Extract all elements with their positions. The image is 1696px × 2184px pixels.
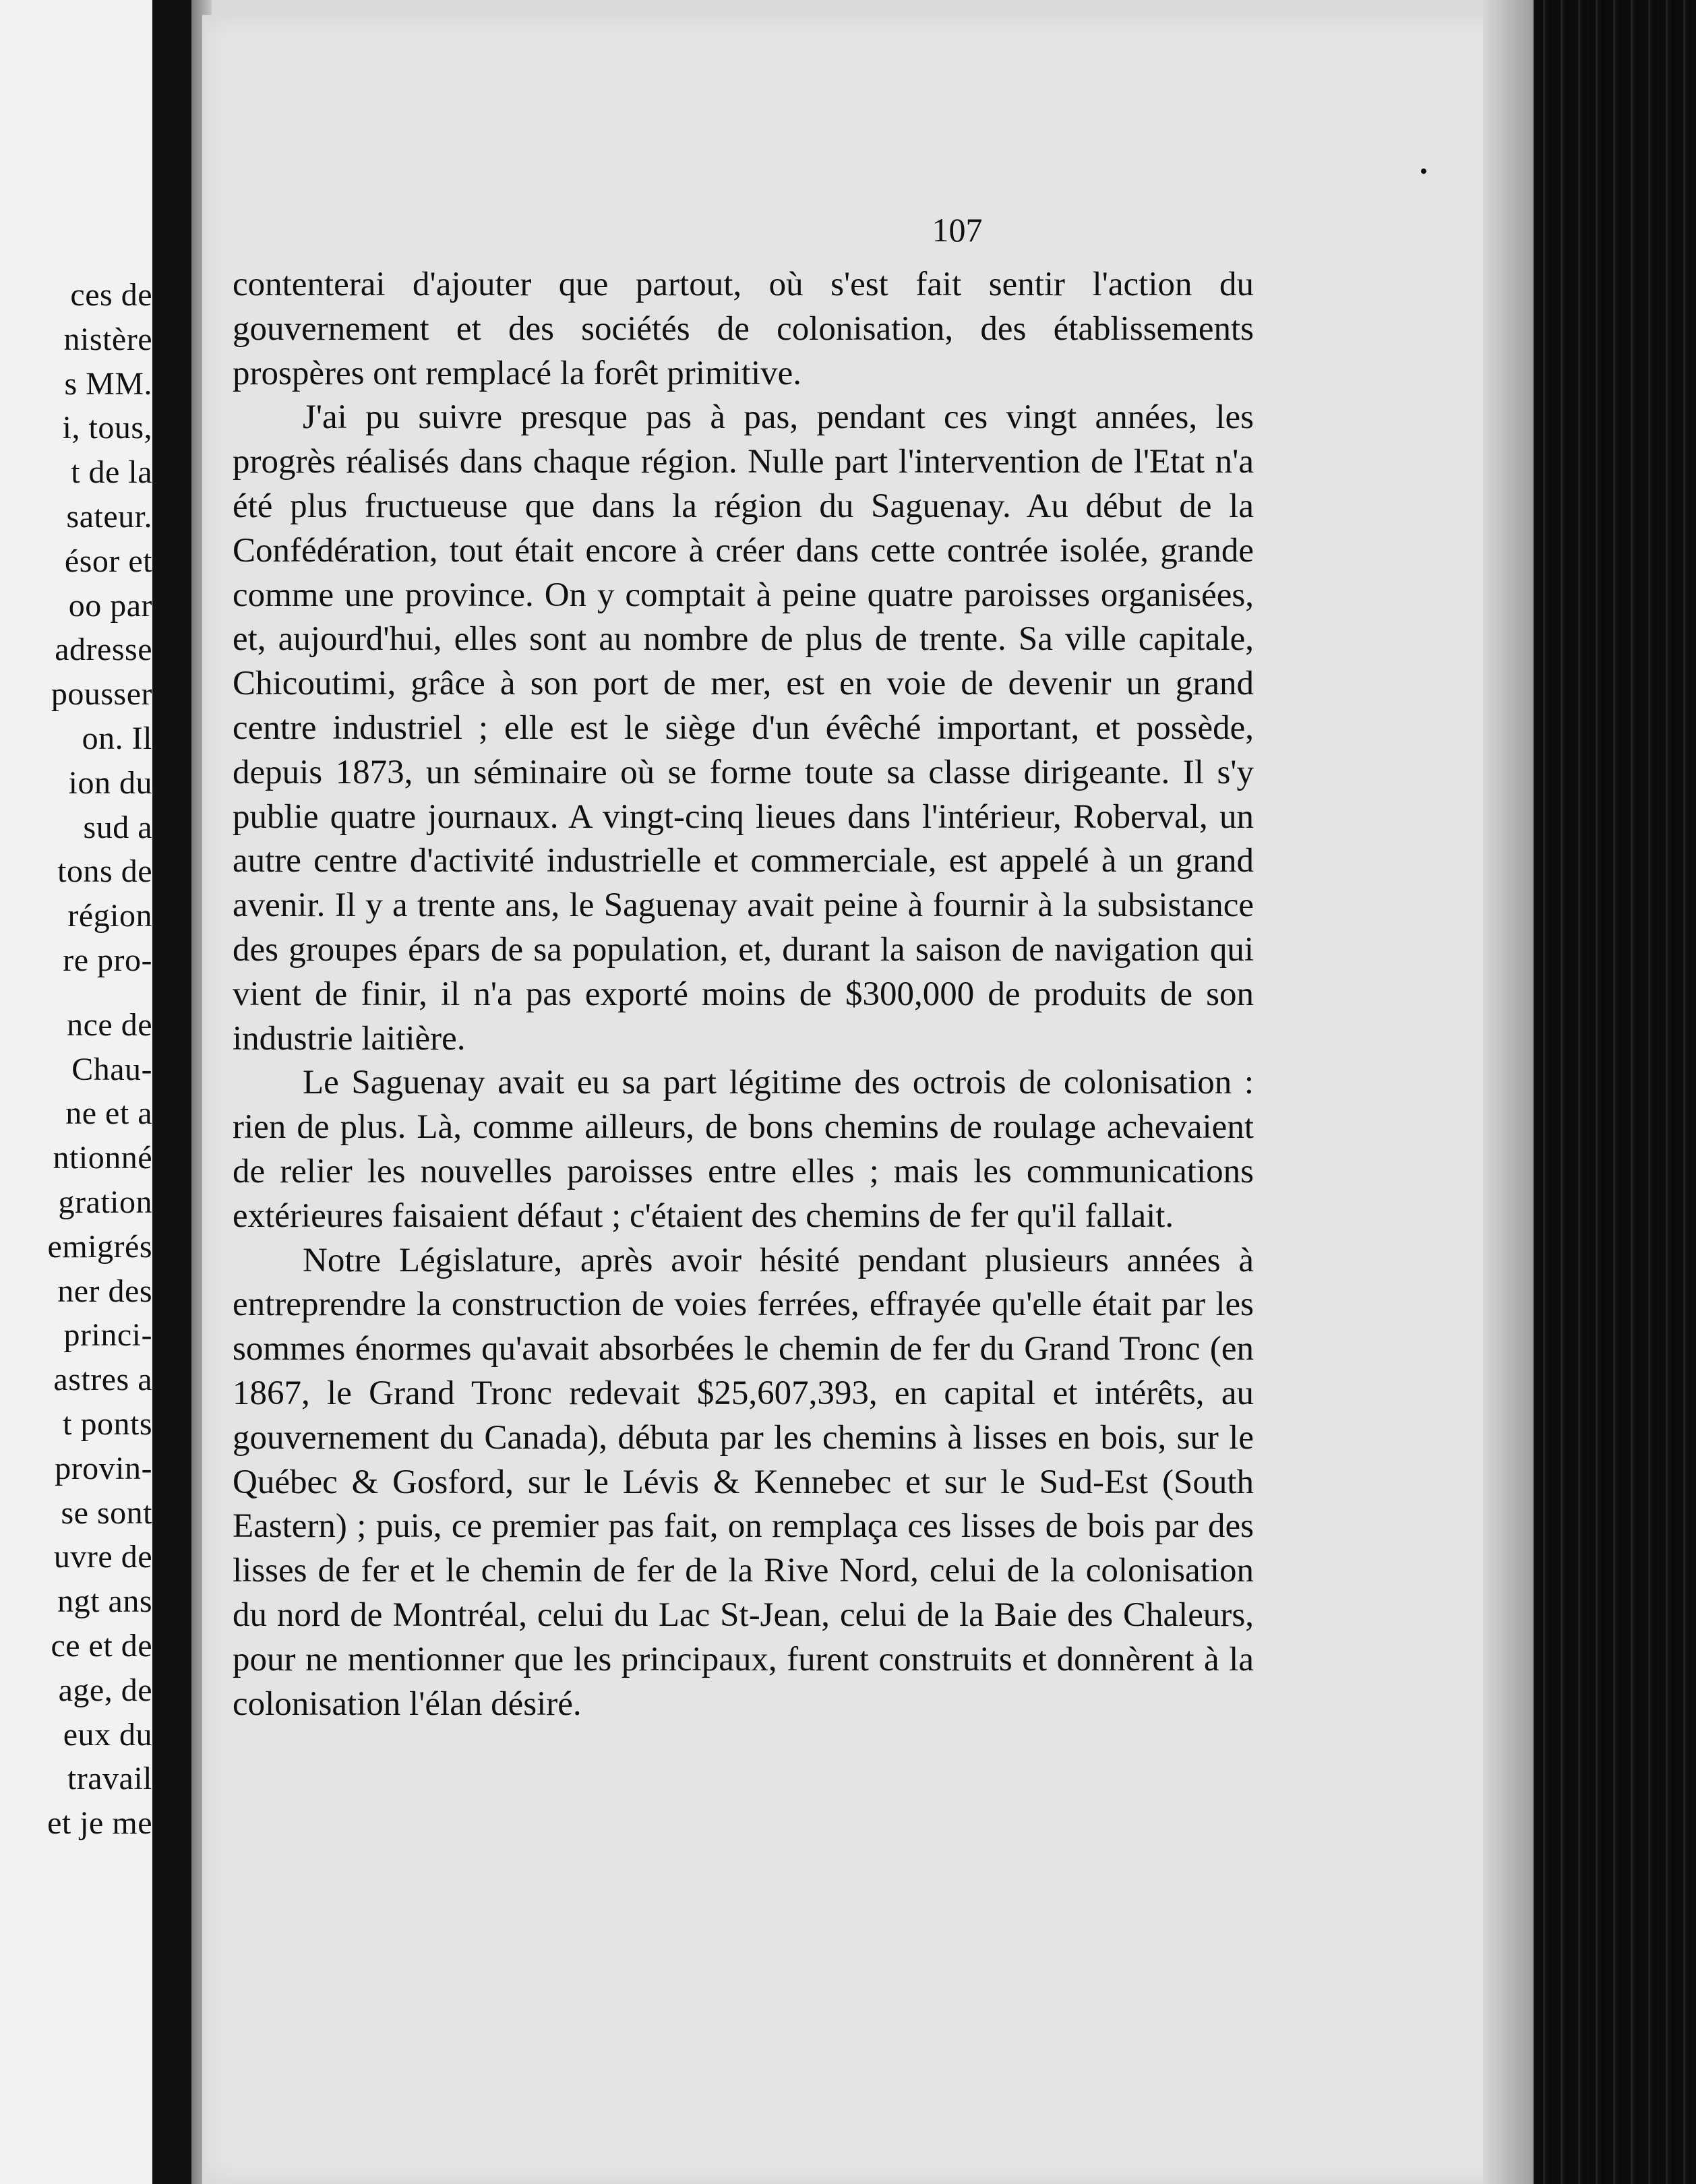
left-page-line: ngt ans xyxy=(57,1583,152,1620)
left-page-line: sud a xyxy=(83,809,152,845)
paragraph-3: Le Saguenay avait eu sa part légitime des octrois de colonisation : rien de plus. Là, comme ailleurs, de bons chemins de roulage achevaient de relier les nouvelles paroisses entre elles ; mais les communications extérieures faisaient défaut ; c'étaient des chemins de fer qu'il fallait. xyxy=(233,1064,1254,1235)
paragraph-1: contenterai d'ajouter que partout, où s'est fait sentir l'action du gouvernement et des sociétés de colonisation, des établissements prospères ont remplacé la forêt primitive. xyxy=(233,266,1254,392)
left-page-line: astres a xyxy=(53,1362,152,1398)
left-page-line: emigrés xyxy=(47,1228,152,1265)
left-page-line: ces de xyxy=(70,277,152,313)
book-gutter xyxy=(152,0,191,2184)
left-page-line: nce de xyxy=(67,1006,152,1043)
left-page-line: ne et a xyxy=(65,1095,152,1132)
scan-speck xyxy=(1421,169,1426,174)
left-page-line: re pro- xyxy=(63,942,152,978)
left-page-line: travail xyxy=(67,1761,152,1797)
paragraph-2: J'ai pu suivre presque pas à pas, pendant ces vingt années, les progrès réalisés dans chaque région. Nulle part l'intervention de l'Etat n'a été plus fructueuse que dans la région du Saguenay. Au début de la Confédération, tout était encore à créer dans cette contrée isolée, grande comme une province. On y comptait à peine quatre paroisses organisées, et, aujourd'hui, elles sont au nombre de plus de trente. Sa ville capitale, Chicoutimi, grâce à son port de mer, est en voie de devenir un grand centre industriel ; elle est le siège d'un évêché important, et possède, depuis 1873, un séminaire où se forme toute sa classe dirigeante. Il s'y publie quatre journaux. A vingt-cinq lieues dans l'intérieur, Roberval, un autre centre d'activité industrielle et commerciale, est appelé à un grand avenir. Il y a trente ans, le Saguenay avait peine à fournir à la subsistance des groupes épars de sa population, et, durant la saison de navigation qui vient de finir, il n'a pas exporté moins de $300,000 de produits de son industrie laitière. xyxy=(233,398,1254,1058)
book-page-edges xyxy=(1534,0,1696,2184)
left-page-line: t de la xyxy=(71,454,152,491)
paragraph-4: Notre Législature, après avoir hésité pendant plusieurs années à entreprendre la construction de voies ferrées, effrayée qu'elle était par les sommes énormes qu'avait absorbées le chemin de fer du Grand Tronc (en 1867, le Grand Tronc redevait $25,607,393, en capital et intérêts, au gouvernement du Canada), débuta par les chemins à lisses en bois, sur le Québec & Gosford, sur le Lévis & Kennebec et sur le Sud-Est (South Eastern) ; puis, ce premier pas fait, on remplaça ces lisses de bois par des lisses de fer et le chemin de fer de la Rive Nord, celui de la colonisation du nord de Montréal, celui du Lac St-Jean, celui de la Baie des Chaleurs, pour ne mentionner que les principaux, furent construits et donnèrent à la colonisation l'élan désiré. xyxy=(233,1241,1254,1723)
left-page-line: adresse xyxy=(55,632,152,668)
scan-speck xyxy=(163,47,169,53)
left-page-line: tons de xyxy=(57,853,152,890)
page-body xyxy=(233,263,1254,1726)
left-page-line: Chau- xyxy=(71,1051,152,1087)
left-page-line: ce et de xyxy=(51,1628,152,1664)
left-page-line: ner des xyxy=(57,1273,152,1309)
left-page-line: sateur. xyxy=(66,499,152,535)
left-page-line: gration xyxy=(58,1184,152,1220)
left-page-line: princi- xyxy=(63,1317,152,1354)
left-page-line: pousser xyxy=(51,676,152,712)
page-edge-shadow xyxy=(1483,0,1537,2184)
left-page-line: on. Il xyxy=(82,721,152,756)
left-page-line: oo par xyxy=(68,587,152,624)
left-page-line: nistère xyxy=(63,321,152,357)
left-page-line: ntionné xyxy=(53,1140,152,1176)
left-facing-page xyxy=(0,0,152,2184)
left-page-line: t ponts xyxy=(63,1406,152,1442)
left-page-line: i, tous, xyxy=(62,410,152,446)
left-page-line: se sont xyxy=(61,1494,152,1531)
left-page-line: uvre de xyxy=(53,1539,152,1575)
left-page-line: ésor et xyxy=(64,543,152,579)
left-page-line: provin- xyxy=(55,1450,152,1486)
left-page-line: age, de xyxy=(58,1672,152,1708)
left-page-line: eux du xyxy=(63,1716,152,1753)
left-page-line: région xyxy=(67,898,152,934)
left-page-line: et je me xyxy=(47,1805,152,1842)
left-page-line: s MM. xyxy=(64,365,152,402)
left-page-line: ion du xyxy=(68,764,152,801)
page-number: 107 xyxy=(932,211,983,249)
